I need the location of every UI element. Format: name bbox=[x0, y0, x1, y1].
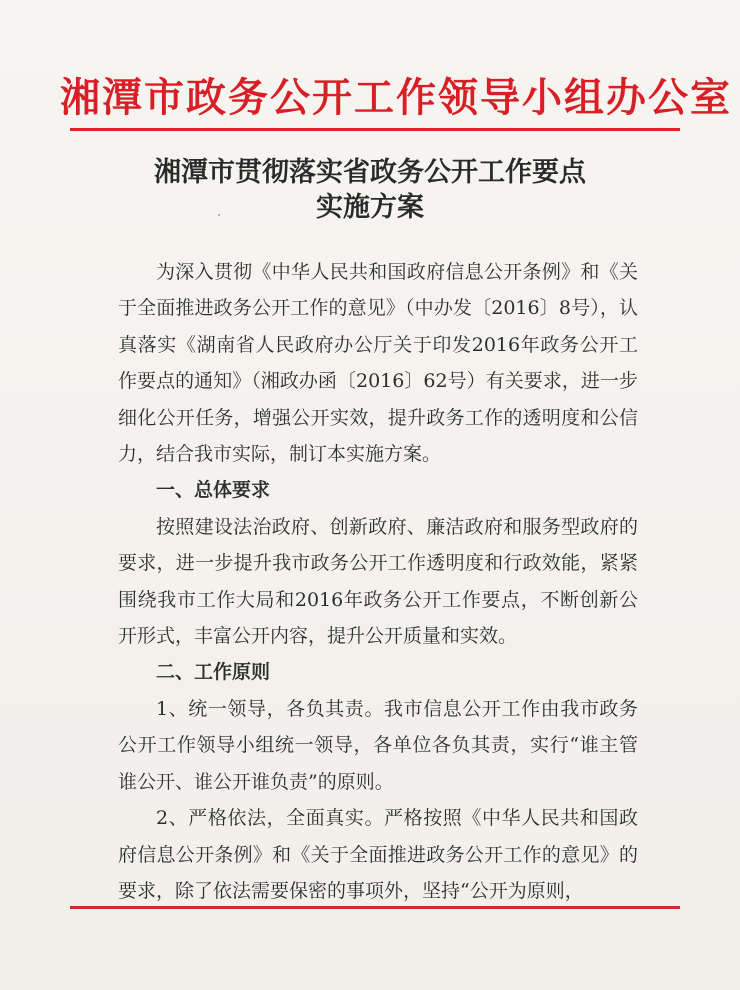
general-requirements-paragraph: 按照建设法治政府、创新政府、廉洁政府和服务型政府的要求，进一步提升我市政务公开工作透明度和行政效能，紧紧围绕我市工作大局和2016年政务公开工作要点，不断创新公开形式，丰富公开内容，提升公开质量和实效。 bbox=[118, 515, 638, 648]
section-heading-work-principles: 二、工作原则 bbox=[156, 661, 271, 684]
section-heading-general-requirements: 一、总体要求 bbox=[156, 479, 271, 502]
document-body bbox=[118, 254, 638, 909]
intro-paragraph: 为深入贯彻《中华人民共和国政府信息公开条例》和《关于全面推进政务公开工作的意见》（中办发〔2016〕8号），认真落实《湖南省人民政府办公厅关于印发2016年政务公开工作要点的通知》（湘政办函〔2016〕62号）有关要求，进一步细化公开任务，增强公开实效，提升政务工作的透明度和公信力，结合我市实际，制订本实施方案。 bbox=[118, 261, 638, 466]
document-title-line-1: 湘潭市贯彻落实省政务公开工作要点 bbox=[154, 157, 586, 188]
footer-divider bbox=[70, 906, 680, 909]
principle-1-paragraph: 1、统一领导，各负其责。我市信息公开工作由我市政务公开工作领导小组统一领导，各单位各负其责，实行“谁主管谁公开、谁公开谁负责”的原则。 bbox=[118, 697, 638, 793]
letterhead-divider bbox=[70, 128, 680, 131]
document-title-line-2: 实施方案 bbox=[316, 192, 424, 223]
principle-2-paragraph: 2、严格依法，全面真实。严格按照《中华人民共和国政府信息公开条例》和《关于全面推进政务公开工作的意见》的要求，除了依法需要保密的事项外，坚持“公开为原则， bbox=[118, 807, 638, 902]
scan-speck bbox=[218, 214, 220, 216]
letterhead-title: 湘潭市政务公开工作领导小组办公室 bbox=[60, 74, 732, 121]
